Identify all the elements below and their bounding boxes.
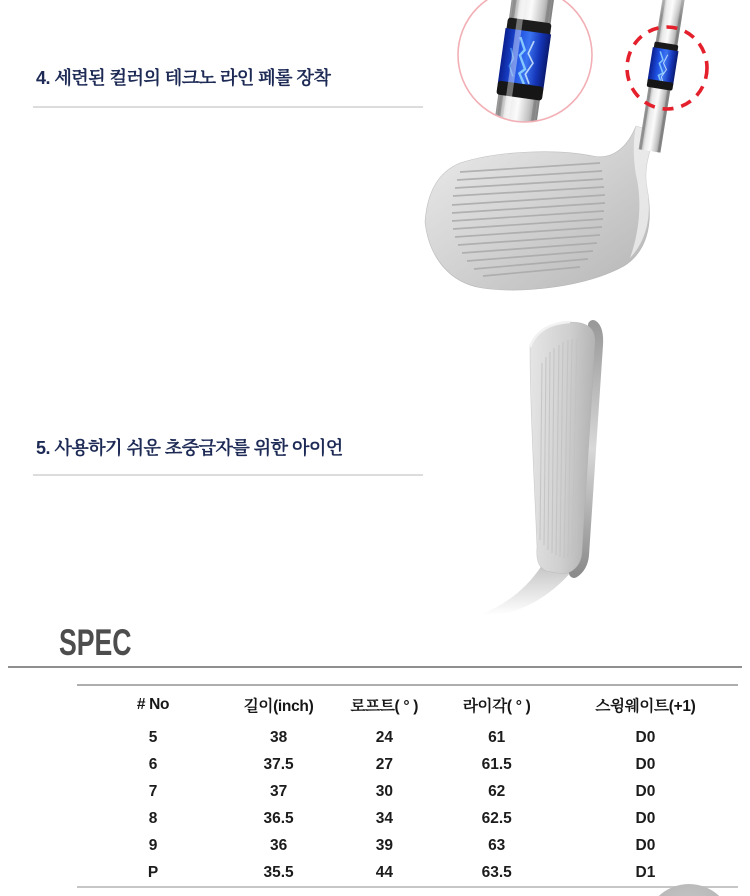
spec-cell: 61.5 — [481, 755, 512, 773]
spec-cell: 34 — [375, 809, 393, 827]
spec-divider — [8, 666, 742, 668]
ferrule-magnifier-inset — [458, 0, 592, 142]
spec-cell: 61 — [488, 728, 506, 746]
spec-cell: D0 — [635, 728, 656, 746]
feature-heading-5 — [36, 434, 343, 460]
spec-cell: 36 — [269, 836, 288, 854]
spec-cell: 36.5 — [263, 809, 294, 827]
spec-cell: 35.5 — [263, 863, 294, 881]
spec-cell: 62.5 — [481, 809, 512, 827]
spec-cell: 63.5 — [481, 863, 512, 881]
spec-table — [77, 684, 738, 888]
spec-cell: 39 — [375, 836, 393, 854]
feature-heading-5-label: 5. 사용하기 쉬운 초중급자를 위한 아이언 — [36, 438, 343, 458]
spec-cell: P — [147, 863, 159, 881]
spec-cell: 37 — [269, 782, 288, 800]
table-row — [77, 805, 738, 832]
spec-cell: D1 — [635, 863, 656, 881]
spec-cell: 37.5 — [263, 755, 294, 773]
spec-cell: 38 — [269, 728, 288, 746]
spec-cell: 30 — [375, 782, 393, 800]
table-row — [77, 832, 738, 859]
spec-cell: 5 — [148, 728, 158, 746]
spec-title-label: SPEC — [59, 622, 132, 663]
spec-cell: D0 — [635, 836, 656, 854]
spec-cell: 9 — [148, 836, 158, 854]
techno-line-ferrule — [648, 47, 679, 85]
spec-col-header-no: # No — [136, 696, 170, 713]
iron-side-photo — [430, 315, 630, 615]
spec-cell: D0 — [635, 809, 656, 827]
table-row — [77, 859, 738, 887]
feature-underline-5 — [33, 474, 423, 476]
iron-head-face — [425, 126, 655, 290]
spec-title — [59, 622, 132, 664]
spec-cell: 62 — [488, 782, 506, 800]
spec-col-header-length: 길이(inch) — [243, 698, 314, 715]
spec-cell: 6 — [148, 755, 158, 773]
spec-col-header-loft: 로프트( ° ) — [350, 698, 419, 715]
spec-col-header-lie: 라이각( ° ) — [462, 698, 531, 715]
table-row — [77, 778, 738, 805]
spec-cell: 27 — [375, 755, 393, 773]
table-row — [77, 751, 738, 778]
spec-cell: 63 — [488, 836, 506, 854]
feature-underline-4 — [33, 106, 423, 108]
iron-head-side — [480, 322, 598, 615]
feature-heading-4-label: 4. 세련된 컬러의 테크노 라인 페롤 장착 — [36, 68, 331, 88]
iron-face-photo — [400, 0, 750, 300]
spec-cell: 7 — [148, 782, 158, 800]
spec-cell: D0 — [635, 782, 656, 800]
spec-col-header-swingweight: 스윙웨이트(+1) — [595, 698, 696, 715]
spec-cell: 8 — [148, 809, 158, 827]
spec-header-row — [77, 685, 738, 724]
table-row — [77, 724, 738, 751]
spec-cell: D0 — [635, 755, 656, 773]
feature-heading-4 — [36, 64, 330, 90]
spec-cell: 44 — [375, 863, 393, 881]
spec-cell: 24 — [375, 728, 393, 746]
